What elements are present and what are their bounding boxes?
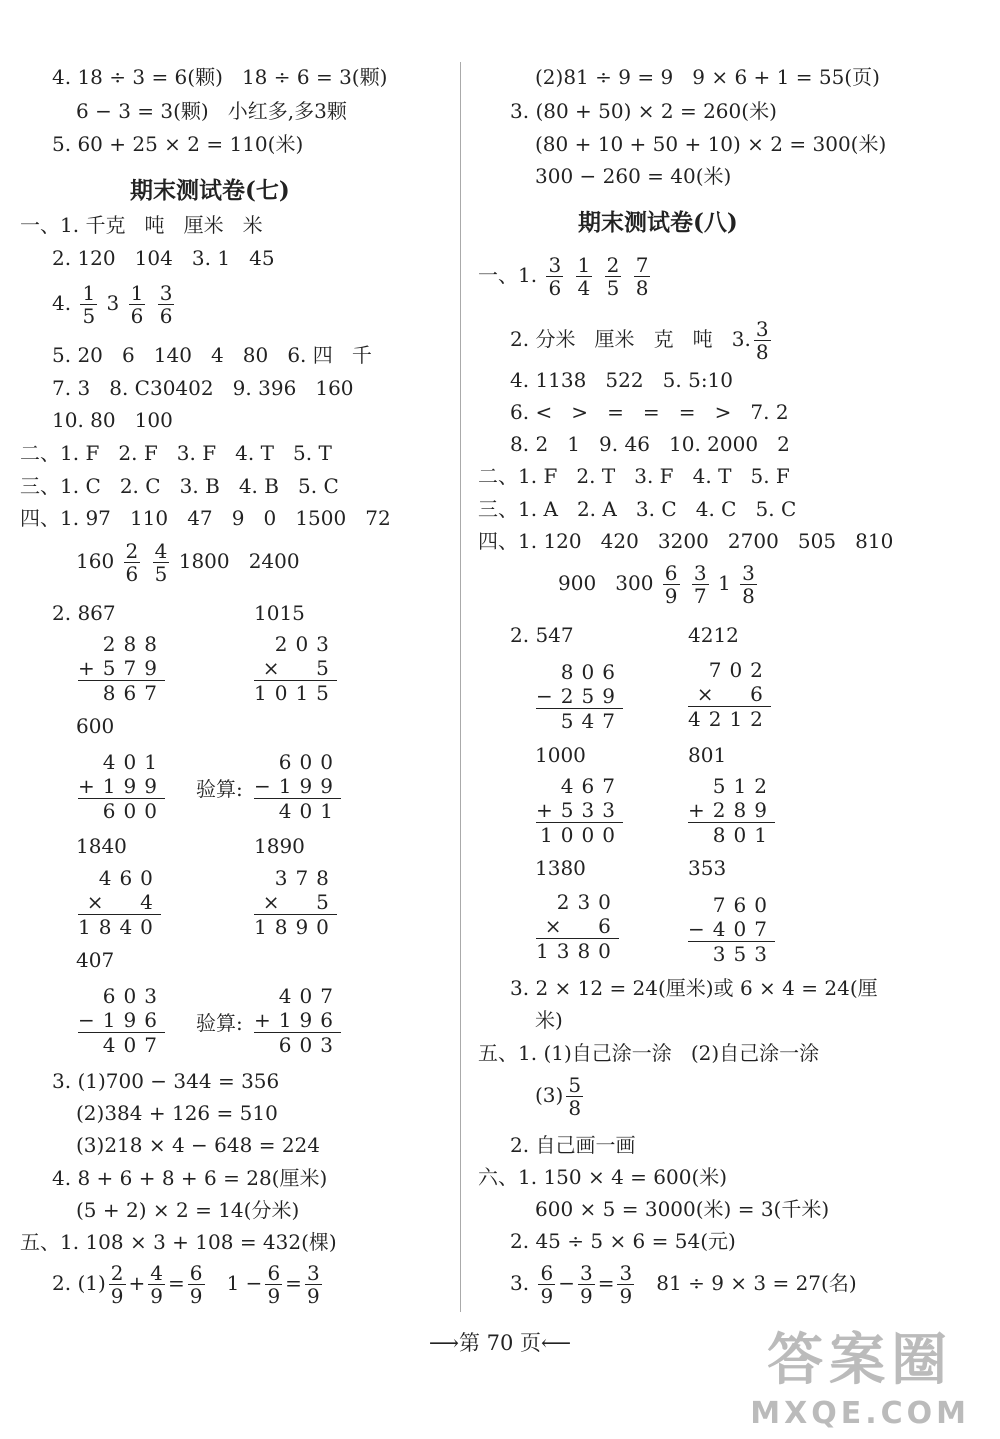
left-line-2: 6 − 3 = 3(颗) 小红多,多3颗 xyxy=(76,99,347,123)
right-s4: 6. < > = = = > 7. 2 xyxy=(510,400,789,424)
left-s8: 四、1. 97 110 47 9 0 1500 72 xyxy=(20,506,391,530)
right-s7: 三、1. A 2. A 3. C 4. C 5. C xyxy=(478,497,797,521)
vcalc-760-407: 760 −407 353 xyxy=(688,893,775,966)
left-s6: 二、1. F 2. F 3. F 4. T 5. T xyxy=(20,441,332,465)
right-q6c: 2. 45 ÷ 5 × 6 = 54(元) xyxy=(510,1229,736,1253)
vcalc-603-196: 603 −196 407 xyxy=(78,984,165,1057)
left-s7: 三、1. C 2. C 3. B 4. B 5. C xyxy=(20,474,339,498)
right-l3: (80 + 10 + 50 + 10) × 2 = 300(米) xyxy=(535,132,887,156)
left-q3b: (2)384 + 126 = 510 xyxy=(76,1101,278,1125)
right-q5c: 2. 自己画一画 xyxy=(510,1133,636,1157)
right-q6b: 600 × 5 = 3000(米) = 3(千米) xyxy=(535,1197,830,1221)
vcalc-288-579: 288 +579 867 xyxy=(78,632,165,705)
right-s1: 一、1. $\frac{3}{6}$ $\frac{1}{4}$ $\frac{2}{5}$ $\frac{7}{8}$ xyxy=(478,253,649,300)
left-q3c: (3)218 × 4 − 648 = 224 xyxy=(76,1133,320,1157)
right-q6a: 六、1. 150 × 4 = 600(米) xyxy=(478,1165,728,1189)
vcalc-230x6: 230 × 6 1380 xyxy=(536,890,619,963)
left-a2: 600 xyxy=(76,714,115,738)
right-a1: 2. 547 xyxy=(510,623,574,647)
left-q4b: (5 + 2) × 2 = 14(分米) xyxy=(76,1198,300,1222)
vcalc-467-533: 467 +533 1000 xyxy=(536,774,623,847)
left-a4: 407 xyxy=(76,948,115,972)
left-s3: 5. 20 6 140 4 80 6. 四 千 xyxy=(52,343,372,367)
right-l2: 3. (80 + 50) × 2 = 260(米) xyxy=(510,99,777,123)
right-a3b: 353 xyxy=(688,856,727,880)
right-s8: 四、1. 120 420 3200 2700 505 810 xyxy=(478,529,894,553)
exam-title-7: 期末测试卷(七) xyxy=(130,177,290,204)
right-a1b: 4212 xyxy=(688,623,739,647)
left-a1: 2. 867 xyxy=(52,601,116,625)
right-q3b: 米) xyxy=(535,1008,563,1032)
vcalc-378x5: 378 × 5 1890 xyxy=(254,866,337,939)
right-q5a: 五、1. (1)自己涂一涂 (2)自己涂一涂 xyxy=(478,1041,820,1065)
vcalc-512-289: 512 +289 801 xyxy=(688,774,775,847)
left-a3: 1840 xyxy=(76,834,127,858)
page-number: ⟶第 70 页⟵ xyxy=(428,1331,572,1355)
left-s5: 10. 80 100 xyxy=(52,408,173,432)
right-a3: 1380 xyxy=(535,856,586,880)
left-a1b: 1015 xyxy=(254,601,305,625)
vcalc-401-199: 401 +199 600 xyxy=(78,750,165,823)
left-line-3: 5. 60 + 25 × 2 = 110(米) xyxy=(52,132,304,156)
right-q3a: 3. 2 × 12 = 24(厘米)或 6 × 4 = 24(厘 xyxy=(510,976,878,1000)
left-q5: 五、1. 108 × 3 + 108 = 432(棵) xyxy=(20,1230,337,1254)
column-divider xyxy=(460,62,461,1312)
left-q4a: 4. 8 + 6 + 8 + 6 = 28(厘米) xyxy=(52,1166,328,1190)
left-s2: 2. 120 104 3. 1 45 xyxy=(52,246,275,270)
left-line-1: 4. 18 ÷ 3 = 6(颗) 18 ÷ 6 = 3(颗) xyxy=(52,65,388,89)
left-s9: 160 $\frac{2}{6}$ $\frac{4}{5}$ 1800 2400 xyxy=(76,539,300,586)
vcalc-407-196: 407 +196 603 xyxy=(254,984,341,1057)
right-q6d: 3. $\frac{6}{9}$ − $\frac{3}{9}$ = $\frac{3}{9}$ 81 ÷ 9 × 3 = 27(名) xyxy=(510,1261,857,1308)
left-s1: 一、1. 千克 吨 厘米 米 xyxy=(20,213,263,237)
check-label-1: 验算: xyxy=(196,777,243,801)
left-q6: 2. (1) $\frac{2}{9}$ + $\frac{4}{9}$ = $\frac{6}{9}$ 1 − $\frac{6}{9}$ = $\frac{3}{9}$ xyxy=(52,1261,320,1308)
right-s9: 900 300 $\frac{6}{9}$ $\frac{3}{7}$ 1 $\frac{3}{8}$ xyxy=(558,561,755,608)
check-label-2: 验算: xyxy=(196,1011,243,1035)
watermark: 答案圈 MXQE.COM xyxy=(750,1328,970,1431)
left-s-fracs: 4. $\frac{1}{5}$ 3 $\frac{1}{6}$ $\frac{3}{6}$ xyxy=(52,281,173,328)
right-q5b: (3) $\frac{5}{8}$ xyxy=(535,1073,582,1120)
vcalc-702x6: 702 × 6 4212 xyxy=(688,658,771,731)
right-s2: 2. 分米 厘米 克 吨 3. $\frac{3}{8}$ xyxy=(510,317,769,364)
vcalc-806-259: 806 −259 547 xyxy=(536,660,623,733)
vcalc-600-199: 600 −199 401 xyxy=(254,750,341,823)
right-a2b: 801 xyxy=(688,743,727,767)
left-a3b: 1890 xyxy=(254,834,305,858)
right-l4: 300 − 260 = 40(米) xyxy=(535,164,732,188)
vcalc-460x4: 460 × 4 1840 xyxy=(78,866,161,939)
exam-title-8: 期末测试卷(八) xyxy=(578,209,738,236)
right-s3: 4. 1138 522 5. 5:10 xyxy=(510,368,734,392)
left-q3a: 3. (1)700 − 344 = 356 xyxy=(52,1069,280,1093)
vcalc-203x5: 203 × 5 1015 xyxy=(254,632,337,705)
right-a2: 1000 xyxy=(535,743,586,767)
right-s5: 8. 2 1 9. 46 10. 2000 2 xyxy=(510,432,790,456)
right-l1: (2)81 ÷ 9 = 9 9 × 6 + 1 = 55(页) xyxy=(535,65,880,89)
left-s4: 7. 3 8. C30402 9. 396 160 xyxy=(52,376,354,400)
right-s6: 二、1. F 2. T 3. F 4. T 5. F xyxy=(478,464,790,488)
